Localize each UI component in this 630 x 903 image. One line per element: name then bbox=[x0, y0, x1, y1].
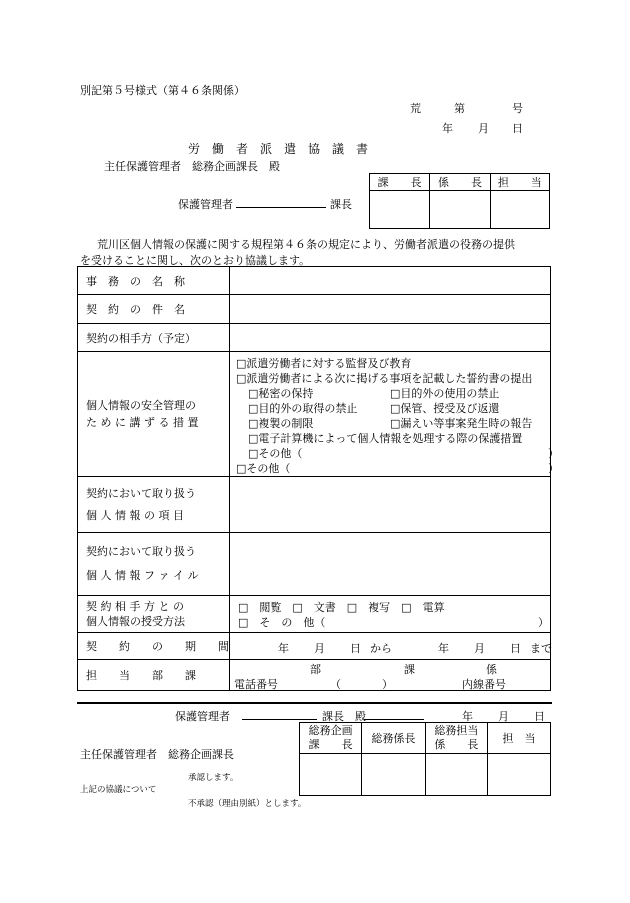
label-safety-line-2: た め に 講 ず る 措 置 bbox=[86, 416, 199, 429]
label-transfer-line-2: 個人情報の授受方法 bbox=[86, 615, 185, 628]
label-info-files bbox=[78, 533, 230, 596]
top-stamp-table bbox=[369, 173, 550, 229]
header-day: 日 bbox=[512, 122, 523, 135]
label-counterparty: 契約の相手方（予定） bbox=[78, 324, 230, 352]
approval-header-staff-chief bbox=[425, 723, 487, 754]
approval-box-staff-chief[interactable] bbox=[425, 754, 487, 796]
check-supervision[interactable]: □派遣労働者に対する監督及び教育 bbox=[236, 357, 412, 370]
label-contract-period: 契 約 の 期 間 bbox=[78, 633, 230, 660]
label-info-items-line-2: 個 人 情 報 の 項 目 bbox=[86, 508, 184, 522]
field-contract-name[interactable] bbox=[230, 295, 551, 324]
intro-line-2: を受けることに関し、次のとおり協議します。 bbox=[80, 254, 311, 267]
manager-label: 保護管理者 bbox=[178, 198, 233, 211]
approved-text: 承認します。 bbox=[188, 773, 239, 783]
label-responsible-dept: 担 当 部 課 bbox=[78, 660, 230, 691]
label-transfer-line-1: 契 約 相 手 方 と の bbox=[86, 600, 184, 613]
regarding-text: 上記の協議について bbox=[80, 785, 157, 795]
addressee: 主任保護管理者 総務企画課長 殿 bbox=[104, 160, 280, 173]
transfer-other[interactable]: □ そ の 他（ bbox=[238, 616, 326, 629]
label-contract-name: 契 約 の 件 名 bbox=[78, 295, 230, 324]
check-no-unauthorized-acquisition[interactable]: □目的外の取得の禁止 bbox=[248, 402, 358, 415]
stamp-header-staff: 担 当 bbox=[490, 174, 549, 191]
label-info-files-line-1: 契約において取り扱う bbox=[86, 545, 196, 558]
check-leak-report[interactable]: □漏えい等事案発生時の報告 bbox=[390, 417, 533, 430]
bottom-chief-honorific: 課長 殿 bbox=[322, 710, 366, 723]
period-from: から bbox=[370, 642, 392, 655]
doc-number-mid: 第 bbox=[454, 102, 465, 115]
stamp-header-chief: 課 長 bbox=[370, 174, 430, 191]
main-form-table bbox=[77, 266, 559, 691]
dept-ka: 課 bbox=[404, 663, 415, 676]
check-computer-protection[interactable]: □電子計算機によって個人情報を処理する際の保護措置 bbox=[248, 432, 523, 445]
period-end-day: 日 bbox=[510, 642, 521, 655]
label-business-name: 事 務 の 名 称 bbox=[78, 267, 230, 295]
dept-phone-label: 電話番号 bbox=[234, 678, 278, 691]
period-start-year: 年 bbox=[278, 642, 289, 655]
label-safety-measures bbox=[78, 352, 230, 477]
label-info-files-line-2: 個 人 情 報 フ ァ イ ル bbox=[86, 569, 199, 582]
document-title: 労 働 者 派 遣 協 議 書 bbox=[188, 142, 369, 156]
stamp-header-section-chief: 係 長 bbox=[430, 174, 490, 191]
period-until: まで bbox=[530, 642, 552, 655]
period-start-day: 日 bbox=[350, 642, 361, 655]
section-divider bbox=[77, 702, 552, 704]
approval-header-chief-line-1: 総務企画 bbox=[308, 724, 353, 737]
rejected-text: 不承認（理由別紙）とします。 bbox=[188, 799, 307, 809]
check-confidentiality[interactable]: □秘密の保持 bbox=[248, 387, 314, 400]
field-counterparty[interactable] bbox=[230, 324, 551, 352]
close-paren-sub: ） bbox=[548, 447, 559, 460]
approval-box-staff[interactable] bbox=[488, 754, 551, 796]
check-pledge[interactable]: □派遣労働者による次に掲げる事項を記載した誓約書の提出 bbox=[236, 372, 533, 385]
approval-header-staff-chief-line-1: 総務担当 bbox=[434, 724, 479, 737]
approval-stamp-table bbox=[299, 722, 551, 796]
period-end-year: 年 bbox=[438, 642, 449, 655]
dept-kakari: 係 bbox=[486, 663, 497, 676]
stamp-box-staff[interactable] bbox=[490, 191, 549, 229]
doc-number-suffix: 号 bbox=[512, 102, 523, 115]
bottom-date-line bbox=[364, 719, 424, 720]
bottom-manager-label: 保護管理者 bbox=[175, 710, 230, 723]
label-info-items bbox=[78, 477, 230, 533]
form-reference: 別記第５号様式（第４６条関係） bbox=[80, 84, 245, 97]
check-storage-return[interactable]: □保管、授受及び返還 bbox=[390, 402, 500, 415]
header-month: 月 bbox=[478, 122, 489, 135]
approval-box-chief[interactable] bbox=[300, 754, 362, 796]
field-safety-measures bbox=[230, 352, 559, 477]
label-safety-line-1: 個人情報の安全管理の bbox=[86, 399, 196, 412]
manager-suffix: 課長 bbox=[330, 198, 352, 211]
dept-phone-close: ） bbox=[382, 678, 393, 691]
close-paren-other: ） bbox=[548, 462, 559, 475]
period-start-month: 月 bbox=[314, 642, 325, 655]
field-info-files[interactable] bbox=[230, 533, 551, 596]
transfer-close-paren: ） bbox=[538, 616, 549, 629]
header-year: 年 bbox=[442, 122, 453, 135]
approval-header-section-chief: 総務係長 bbox=[362, 723, 425, 754]
check-other[interactable]: □その他（ bbox=[236, 462, 291, 475]
doc-number-prefix: 荒 bbox=[410, 102, 421, 115]
dept-phone-open: （ bbox=[330, 678, 341, 691]
field-business-name[interactable] bbox=[230, 267, 551, 295]
label-info-items-line-1: 契約において取り扱う bbox=[86, 486, 196, 500]
dept-extension-label: 内線番号 bbox=[462, 678, 506, 691]
bottom-day: 日 bbox=[534, 710, 545, 723]
bottom-month: 月 bbox=[498, 710, 509, 723]
label-transfer-method bbox=[78, 596, 230, 633]
transfer-options[interactable]: □ 閲覧 □ 文書 □ 複写 □ 電算 bbox=[238, 601, 445, 614]
stamp-box-section-chief[interactable] bbox=[430, 191, 490, 229]
check-no-unauthorized-use[interactable]: □目的外の使用の禁止 bbox=[390, 387, 500, 400]
approval-header-staff: 担 当 bbox=[488, 723, 551, 754]
approval-header-staff-chief-line-2: 係 長 bbox=[434, 738, 479, 751]
bottom-manager-line bbox=[242, 719, 317, 720]
field-transfer-method bbox=[230, 596, 551, 633]
period-end-month: 月 bbox=[474, 642, 485, 655]
approval-header-chief bbox=[300, 723, 362, 754]
field-info-items[interactable] bbox=[230, 477, 551, 533]
bottom-year: 年 bbox=[462, 710, 473, 723]
check-copy-restriction[interactable]: □複製の制限 bbox=[248, 417, 314, 430]
bottom-chief-manager: 主任保護管理者 総務企画課長 bbox=[80, 748, 234, 761]
stamp-box-chief[interactable] bbox=[370, 191, 430, 229]
intro-line-1: 荒川区個人情報の保護に関する規程第４６条の規定により、労働者派遣の役務の提供 bbox=[97, 238, 515, 251]
field-contract-period[interactable] bbox=[230, 633, 551, 660]
approval-header-chief-line-2: 課 長 bbox=[308, 738, 353, 751]
approval-box-section-chief[interactable] bbox=[362, 754, 425, 796]
dept-bu: 部 bbox=[310, 663, 321, 676]
manager-name-line bbox=[236, 207, 326, 208]
field-responsible-dept[interactable] bbox=[230, 660, 551, 691]
check-other-sub[interactable]: □その他（ bbox=[248, 447, 303, 460]
